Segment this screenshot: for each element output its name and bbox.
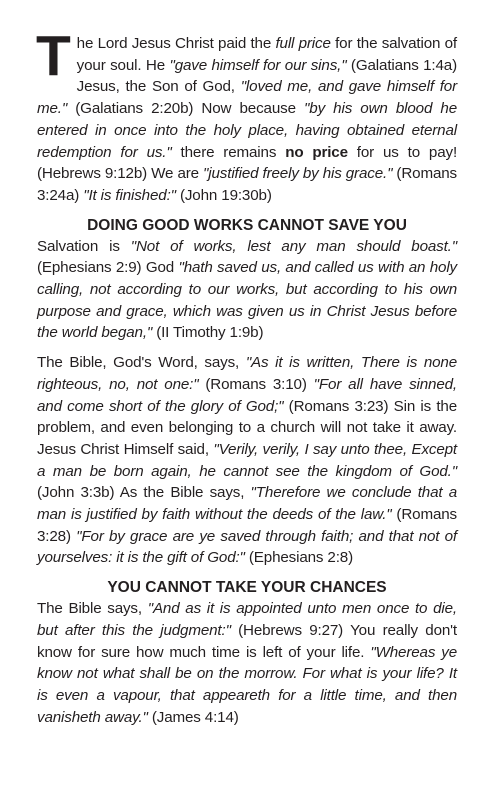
body-text: (Romans 3:23) Sin is the problem, and even belonging to a church will not take it away. Jesus Christ Himself said, bbox=[37, 397, 457, 458]
body-text: The Bible says, bbox=[37, 600, 148, 618]
body-text: Salvation is bbox=[37, 237, 131, 255]
body-text: (Romans 3:28) bbox=[37, 506, 457, 545]
emphasis-text: no price bbox=[285, 143, 348, 161]
scripture-quote: "loved me, and gave himself for me." bbox=[37, 78, 457, 118]
scripture-quote: "gave himself for our sins," bbox=[169, 56, 347, 74]
body-text: (II Timothy 1:9b) bbox=[152, 324, 264, 342]
body-text: (Romans 3:10) bbox=[198, 375, 314, 393]
body-text: (John 19:30b) bbox=[175, 186, 272, 204]
scripture-quote: "hath saved us, and called us with an holy calling, not according to our works, but according to his own purpose and grace, which was given us in Christ Jesus before the world began," bbox=[37, 259, 457, 342]
drop-cap-letter: T bbox=[36, 24, 71, 88]
scripture-quote: full price bbox=[275, 35, 331, 52]
body-text: (Galatians 1:4a) Jesus, the Son of God, bbox=[76, 56, 457, 96]
bible-says-paragraph bbox=[37, 352, 457, 569]
body-text: (Ephesians 2:8) bbox=[244, 549, 354, 567]
body-text: (James 4:14) bbox=[147, 708, 239, 726]
scripture-quote: "by his own blood he entered in once into the holy place, having obtained eternal redemption for us." bbox=[37, 100, 457, 161]
section-heading-good-works: DOING GOOD WORKS CANNOT SAVE YOU bbox=[87, 216, 407, 234]
scripture-quote: "Verily, verily, I say unto thee, Except a man be born again, he cannot see the kingdom of God." bbox=[37, 440, 457, 480]
good-works-paragraph bbox=[37, 236, 457, 345]
scripture-quote: "For all have sinned, and come short of the glory of God;" bbox=[37, 375, 457, 415]
section-heading-chances: YOU CANNOT TAKE YOUR CHANCES bbox=[107, 579, 387, 597]
body-text: (Galatians 2:20b) Now because bbox=[67, 100, 305, 118]
scripture-quote: "justified freely by his grace." bbox=[203, 165, 393, 183]
chances-paragraph bbox=[37, 598, 457, 728]
scripture-quote: "For by grace are ye saved through faith; and that not of yourselves: it is the gift of God:" bbox=[37, 527, 457, 567]
body-text: (Ephesians 2:9) God bbox=[37, 259, 179, 277]
scripture-quote: "And as it is appointed unto men once to die, but after this the judgment:" bbox=[37, 600, 457, 639]
scripture-quote: "Therefore we conclude that a man is justified by faith without the deeds of the law." bbox=[37, 484, 457, 524]
body-text: for the salvation of your soul. He bbox=[76, 35, 457, 74]
body-text: (John 3:3b) As the Bible says, bbox=[37, 484, 251, 502]
body-text: there remains bbox=[171, 143, 286, 161]
body-text: for us to pay! (Hebrews 9:12b) We are bbox=[37, 143, 458, 183]
intro-paragraph-text bbox=[36, 24, 458, 204]
body-text: The Bible, God's Word, says, bbox=[37, 354, 246, 372]
tract-page bbox=[36, 24, 458, 728]
scripture-quote: "It is finished:" bbox=[83, 186, 176, 204]
body-text: (Romans 3:24a) bbox=[37, 165, 457, 204]
scripture-quote: "As it is written, There is none righteous, no, not one:" bbox=[37, 354, 458, 393]
body-text: he Lord Jesus Christ paid the bbox=[76, 35, 276, 52]
paragraph-gap bbox=[37, 344, 457, 352]
intro-paragraph bbox=[36, 24, 458, 207]
body-text: (Hebrews 9:27) You really don't know for sure how much time is left of your life. bbox=[37, 621, 457, 661]
scripture-quote: "Whereas ye know not what shall be on the morrow. For what is your life? It is even a vapour, that appeareth for a little time, and then vanisheth away." bbox=[37, 643, 458, 726]
scripture-quote: "Not of works, lest any man should boast." bbox=[130, 237, 457, 255]
